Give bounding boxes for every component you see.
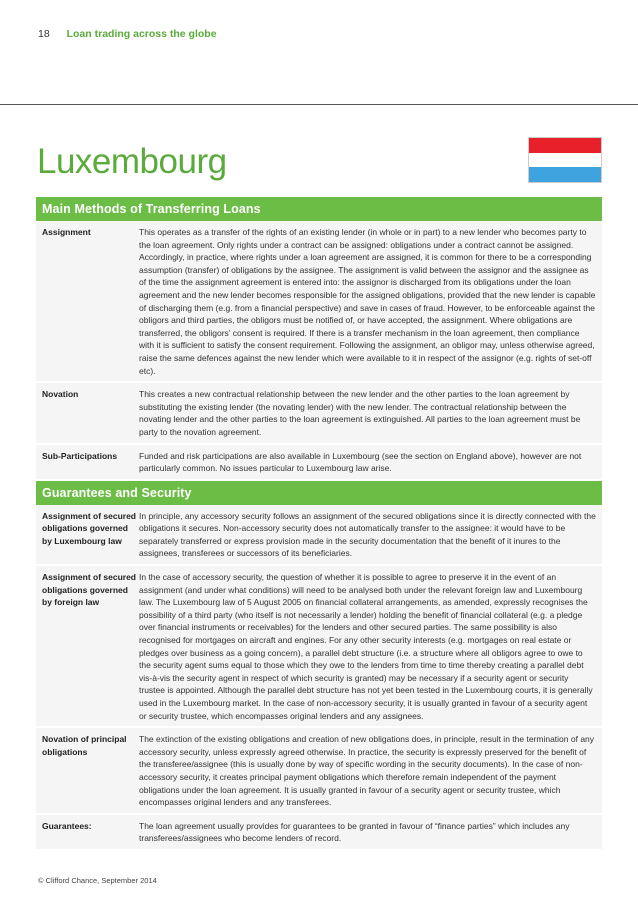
page-title: Luxembourg <box>37 142 227 181</box>
row-label: Novation of principal obligations <box>42 734 127 757</box>
row-text: This creates a new contractual relationship between the new lender and the other parties to the loan agreement by substituting the existing lender (the novating lender) with the new lender. The contractual relationship between the novating lender and the other parties to the loan agreement is extinguished. All parties to the loan agreement must be party to the novation agreement. <box>139 389 581 437</box>
row-text: The extinction of the existing obligations and creation of new obligations does, in principle, result in the termination of any accessory security, unless expressly agreed otherwise. In practice, the security is expressly preserved for the benefit of the transferee/assignee (this is usually done by way of specific wording in the security documents). In the case of non-accessory security, it creates principal payment obligations which therefore remain independent of the payment obligations under the loan agreement. It is usually granted in favour of a security agent or security trustee, which encompasses original lenders and any transferees. <box>139 734 595 808</box>
row-text: This operates as a transfer of the rights of an existing lender (in whole or in part) to a new lender who becomes party to the loan agreement. Only rights under a contract can be assigned: obligations under a contract cannot be assigned. Accordingly, in practice, where rights under a loan agreement are assigned, it is common for there to be a corresponding assumption (transfer) of obligations by the assignee. The assignment is valid between the assignor and the assignee as of the time the assignment agreement is entered into: the assignor is discharged from its obligations under the loan agreement and the new lender becomes responsible for the assigned obligations, provided that the new lender is capable of discharging them (e.g. from a financial perspective) and save in cases of fraud. However, to be enforceable against the obligors and third parties, the obligors must be notified of, or have accepted, the assignment. Where obligations are transferred, the obligors’ consent is required. If there is a transfer mechanism in the loan agreement, then compliance with it is sufficient to satisfy the consent requirement. Following the assignment, an obligor may, unless otherwise agreed, raise the same defences against the new lender which were available to it in respect of the assignor (e.g. rights of set-off etc). <box>139 227 596 376</box>
row-text: Funded and risk participations are also available in Luxembourg (see the section on England above), however are not particularly common. No issues particular to Luxembourg law arise. <box>139 450 582 474</box>
table-row <box>36 445 602 481</box>
row-label: Guarantees: <box>42 820 92 831</box>
flag-stripe-blue <box>529 167 601 182</box>
row-label: Sub-Participations <box>42 450 118 461</box>
flag-stripe-red <box>529 138 601 153</box>
page-number: 18 <box>38 28 50 40</box>
copyright-footer: © Clifford Chance, September 2014 <box>38 876 157 885</box>
running-title: Loan trading across the globe <box>66 28 217 40</box>
header-divider <box>0 104 638 105</box>
flag-stripe-white <box>529 153 601 168</box>
row-label: Assignment of secured obligations governed by foreign law <box>42 572 136 608</box>
running-header <box>38 28 217 40</box>
table-row <box>36 815 602 851</box>
section-heading-transfer-methods: Main Methods of Transferring Loans <box>36 197 602 221</box>
row-text: In the case of accessory security, the question of whether it is possible to agree to preserve it in the event of an assignment (and under what conditions) will need to be analysed both under the relevant foreign law and Luxembourg law. The Luxembourg law of 5 August 2005 on financial collateral arrangements, as amended, expressly recognises the possibility of a third party (who itself is not necessarily a lender) holding the benefit of financial collateral (e.g. a pledge over financial instruments or receivables) for the lenders and other secured parties. The same possibility is also recognised for mortgages on aircraft and engines. For any other security interests (e.g. mortgages on real estate or pledges over business as a going concern), a parallel debt structure (i.e. a structure where all obligors agree to owe to the security agent sums equal to those which they owe to the lenders from time to time thereby creating a parallel debt vis-à-vis the security agent in respect of which security is granted) may be necessary if a security agent or security trustee is appointed. Although the parallel debt structure has not yet been tested in the Luxembourg courts, it is generally used in the Luxembourg market. In the case of non-accessory security, it is usually granted in favour of a security agent or security trustee, which encompasses original lenders and any assignees. <box>139 572 593 721</box>
luxembourg-flag-icon <box>528 137 602 183</box>
table-row <box>36 566 602 728</box>
table-row <box>36 505 602 566</box>
table-row <box>36 728 602 815</box>
row-label: Assignment of secured obligations governed by Luxembourg law <box>42 510 136 546</box>
row-text: The loan agreement usually provides for guarantees to be granted in favour of “finance parties” which includes any transferees/assignees who become lenders of record. <box>139 820 570 844</box>
row-label: Novation <box>42 389 79 400</box>
content-table <box>36 197 602 851</box>
section-heading-guarantees-security: Guarantees and Security <box>36 481 602 505</box>
table-row <box>36 221 602 383</box>
row-label: Assignment <box>42 227 91 237</box>
table-row <box>36 383 602 444</box>
row-text: In principle, any accessory security follows an assignment of the secured obligations since it is directly connected with the obligations it secures. Non-accessory security does not automatically transfer to the assignee: it would have to be separately transferred or express provision made in the security documentation that the benefit of it inures to the assignees, transferees or successors of its beneficiaries. <box>139 510 596 559</box>
